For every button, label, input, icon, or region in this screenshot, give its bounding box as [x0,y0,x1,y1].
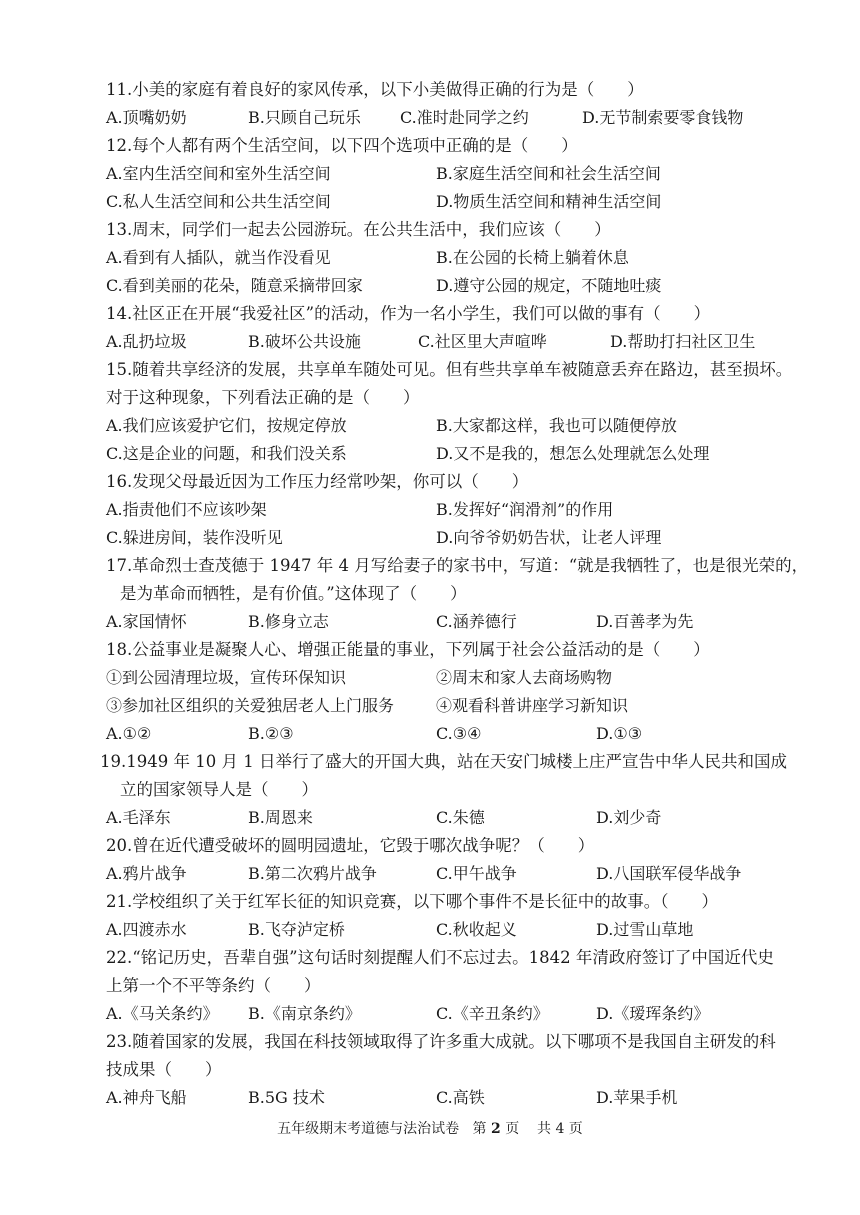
question-17-stem: 17.革命烈士查茂德于 1947 年 4 月写给妻子的家书中，写道：“就是我牺牲了，也是很光荣的， [106,556,809,575]
option-b: B.5G 技术 [248,1088,325,1107]
option-d: D.①③ [596,724,643,743]
question-18-stem: 18.公益事业是凝聚人心、增强正能量的事业，下列属于社会公益活动的是（ ） [106,640,710,659]
option-a: A.室内生活空间和室外生活空间 [106,164,331,183]
option-c: C.涵养德行 [436,612,517,631]
option-a: A.顶嘴奶奶 [106,108,187,127]
question-19-stem-continued: 立的国家领导人是（ ） [120,780,318,799]
option-a: A.《马关条约》 [106,1004,219,1023]
option-a: A.四渡赤水 [106,920,187,939]
option-b: B.大家都这样，我也可以随便停放 [436,416,677,435]
question-11-stem: 11.小美的家庭有着良好的家风传承，以下小美做得正确的行为是（ ） [106,80,644,99]
statement-3: ③参加社区组织的关爱独居老人上门服务 [106,696,395,715]
option-c: C.高铁 [436,1088,485,1107]
question-22-stem: 22.“铭记历史，吾辈自强”这句话时刻提醒人们不忘过去。1842 年清政府签订了中国近代史 [106,948,774,967]
question-12-stem: 12.每个人都有两个生活空间，以下四个选项中正确的是（ ） [106,136,578,155]
option-a: A.毛泽东 [106,808,171,827]
option-b: B.只顾自己玩乐 [248,108,361,127]
option-a: A.指责他们不应该吵架 [106,500,267,519]
option-d: D.物质生活空间和精神生活空间 [436,192,662,211]
question-15-stem-continued: 对于这种现象，下列看法正确的是（ ） [106,388,420,407]
option-b: B.飞夺泸定桥 [248,920,345,939]
page-suffix: 页 [505,1121,520,1137]
option-a: A.①② [106,724,152,743]
question-13-stem: 13.周末，同学们一起去公园游玩。在公共生活中，我们应该（ ） [106,220,611,239]
option-d: D.《瑷珲条约》 [596,1004,710,1023]
option-d: D.遵守公园的规定，不随地吐痰 [436,276,662,295]
question-14-stem: 14.社区正在开展“我爱社区”的活动，作为一名小学生，我们可以做的事有（ ） [106,304,711,323]
option-d: D.过雪山草地 [596,920,694,939]
option-d: D.苹果手机 [596,1088,678,1107]
option-d: D.百善孝为先 [596,612,694,631]
option-d: D.八国联军侵华战争 [596,864,742,883]
option-c: C.准时赴同学之约 [400,108,529,127]
option-b: B.第二次鸦片战争 [248,864,377,883]
page-footer [0,1118,860,1140]
option-a: A.鸦片战争 [106,864,187,883]
option-b: B.家庭生活空间和社会生活空间 [436,164,661,183]
option-b: B.在公园的长椅上躺着休息 [436,248,629,267]
option-b: B.发挥好“润滑剂”的作用 [436,500,614,519]
statement-1: ①到公园清理垃圾，宣传环保知识 [106,668,347,687]
exam-title: 五年级期末考道德与法治试卷 [277,1121,460,1137]
option-d: D.刘少奇 [596,808,662,827]
option-a: A.乱扔垃圾 [106,332,187,351]
option-a: A.神舟飞船 [106,1088,187,1107]
option-b: B.②③ [248,724,294,743]
question-23-stem-continued: 技成果（ ） [106,1060,222,1079]
option-b: B.《南京条约》 [248,1004,361,1023]
option-d: D.又不是我的，想怎么处理就怎么处理 [436,444,710,463]
option-c: C.朱德 [436,808,485,827]
option-d: D.无节制索要零食钱物 [582,108,744,127]
question-22-stem-continued: 上第一个不平等条约（ ） [106,976,321,995]
question-15-stem: 15.随着共享经济的发展，共享单车随处可见。但有些共享单车被随意丢弃在路边，甚至损坏。 [106,360,793,379]
statement-2: ②周末和家人去商场购物 [436,668,613,687]
option-d: D.向爷爷奶奶告状，让老人评理 [436,528,662,547]
question-20-stem: 20.曾在近代遭受破坏的圆明园遗址，它毁于哪次战争呢？（ ） [106,836,595,855]
option-c: C.甲午战争 [436,864,517,883]
option-c: C.躲进房间，装作没听见 [106,528,283,547]
question-16-stem: 16.发现父母最近因为工作压力经常吵架，你可以（ ） [106,472,529,491]
option-b: B.周恩来 [248,808,313,827]
option-c: C.秋收起义 [436,920,517,939]
option-c: C.私人生活空间和公共生活空间 [106,192,331,211]
page-total: 共 4 页 [537,1121,583,1137]
option-a: A.我们应该爱护它们，按规定停放 [106,416,347,435]
option-c: C.③④ [436,724,482,743]
option-a: A.看到有人插队，就当作没看见 [106,248,331,267]
statement-4: ④观看科普讲座学习新知识 [436,696,629,715]
option-c: C.社区里大声喧哗 [418,332,547,351]
option-c: C.看到美丽的花朵，随意采摘带回家 [106,276,363,295]
question-19-stem: 19.1949 年 10 月 1 日举行了盛大的开国大典，站在天安门城楼上庄严宣告中华人民共和国成 [100,752,787,771]
page-prefix: 第 [472,1121,487,1137]
option-d: D.帮助打扫社区卫生 [610,332,756,351]
page-number: 2 [490,1121,501,1137]
question-17-stem-continued: 是为革命而牺牲，是有价值。”这体现了（ ） [120,584,467,603]
option-c: C.这是企业的问题，和我们没关系 [106,444,347,463]
question-23-stem: 23.随着国家的发展，我国在科技领域取得了许多重大成就。以下哪项不是我国自主研发的科 [106,1032,776,1051]
option-c: C.《辛丑条约》 [436,1004,549,1023]
option-a: A.家国情怀 [106,612,187,631]
option-b: B.破坏公共设施 [248,332,361,351]
question-21-stem: 21.学校组织了关于红军长征的知识竞赛，以下哪个事件不是长征中的故事。（ ） [106,892,718,911]
option-b: B.修身立志 [248,612,329,631]
